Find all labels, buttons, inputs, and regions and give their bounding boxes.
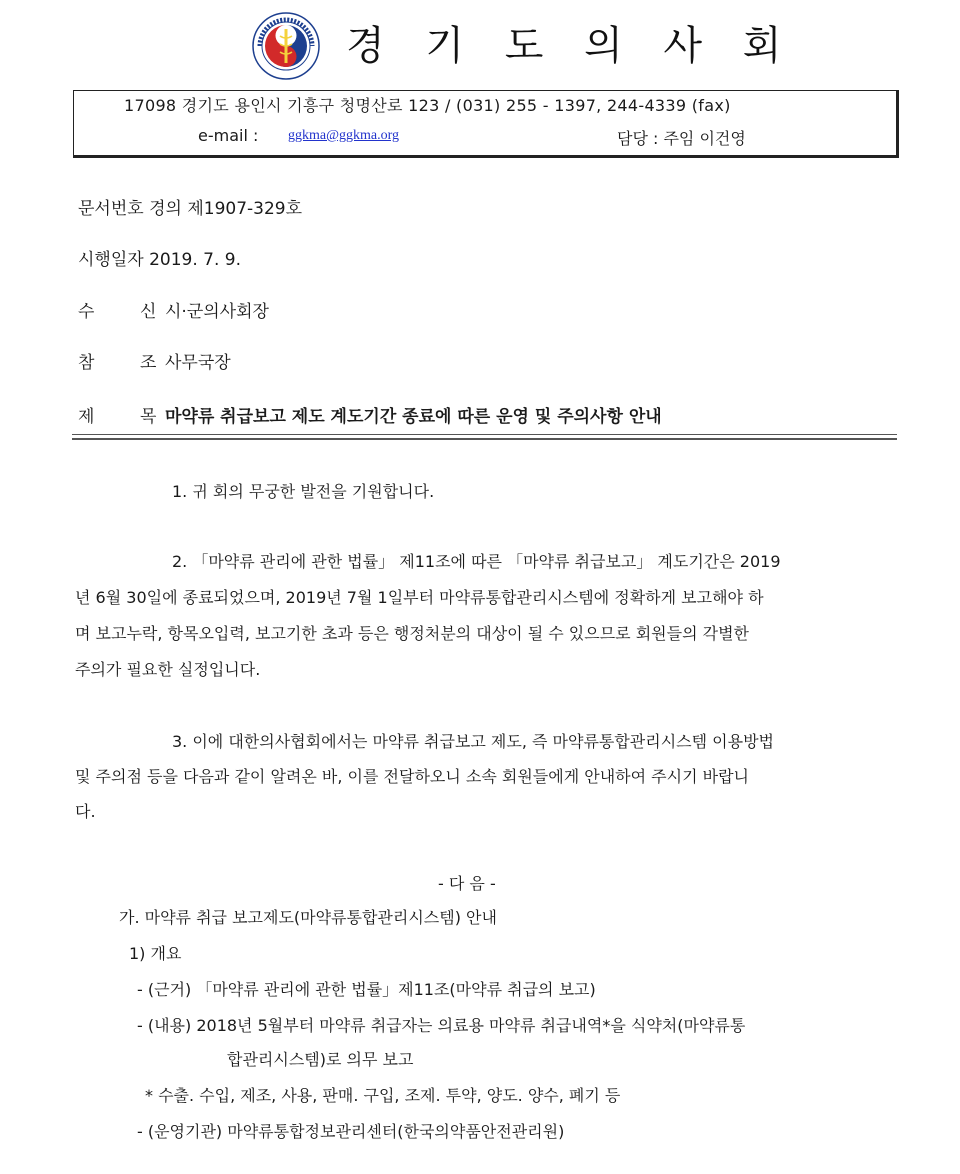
subject-title: 마약류 취급보고 제도 계도기간 종료에 따른 운영 및 주의사항 안내 [165,407,662,427]
recipient-value: 시·군의사회장 [165,302,269,322]
subject-label: 제 [78,407,95,427]
reference-label-sub: 조 [140,353,157,373]
paragraph-2-line-3: 며 보고누락, 항목오입력, 보고기한 초과 등은 행정처분의 대상이 될 수 있으므로 회원들의 각별한 [75,624,749,643]
document-number: 문서번호 경의 제1907-329호 [78,199,303,219]
paragraph-2-line-4: 주의가 필요한 실정입니다. [75,660,261,679]
following-heading: - 다 음 - [438,874,496,893]
paragraph-3-line-1: 3. 이에 대한의사협회에서는 마약류 취급보고 제도, 즉 마약류통합관리시스템 이용방법 [172,732,774,751]
content-line-2: 합관리시스템)로 의무 보고 [227,1050,414,1069]
divider-top [72,434,897,435]
item-overview: 1) 개요 [129,944,182,963]
paragraph-3-line-2: 및 주의점 등을 다음과 같이 알려온 바, 이를 전달하오니 소속 회원들에게 안내하여 주시기 바랍니 [75,767,749,786]
content-line-1: - (내용) 2018년 5월부터 마약류 취급자는 의료용 마약류 취급내역*을 식약처(마약류통 [137,1016,746,1035]
recipient-label: 수 [78,302,95,322]
paragraph-2-line-2: 년 6월 30일에 종료되었으며, 2019년 7월 1일부터 마약류통합관리시스템에 정확하게 보고해야 하 [75,588,764,607]
paragraph-3-line-3: 다. [75,802,96,821]
operator-line: - (운영기관) 마약류통합정보관리센터(한국의약품안전관리원) [137,1122,565,1141]
organization-title: 경 기 도 의 사 회 [346,23,796,69]
issue-date: 시행일자 2019. 7. 9. [78,250,242,270]
paragraph-1: 1. 귀 회의 무궁한 발전을 기원합니다. [172,482,435,501]
reference-label: 참 [78,353,95,373]
address-line: 17098 경기도 용인시 기흥구 청명산로 123 / (031) 255 - 1397, 244-4339 (fax) [124,96,731,115]
handling-types-note: * 수출. 수입, 제조, 사용, 판매. 구입, 조제. 투약, 양도. 양수, 폐기 등 [145,1086,621,1105]
email-link[interactable]: ggkma@ggkma.org [288,128,400,143]
paragraph-2-line-1: 2. 「마약류 관리에 관한 법률」 제11조에 따른 「마약류 취급보고」 계도기간은 2019 [172,552,781,571]
section-ga-heading: 가. 마약류 취급 보고제도(마약류통합관리시스템) 안내 [119,908,497,927]
manager-contact: 담당 : 주임 이건영 [617,129,746,148]
divider-bottom [72,438,897,440]
subject-label-sub: 목 [140,407,157,427]
association-seal-logo [252,12,320,80]
legal-basis: - (근거) 「마약류 관리에 관한 법률」제11조(마약류 취급의 보고) [137,980,596,999]
reference-value: 사무국장 [165,353,231,373]
email-label: e-mail : [198,126,259,145]
recipient-label-sub: 신 [140,302,157,322]
